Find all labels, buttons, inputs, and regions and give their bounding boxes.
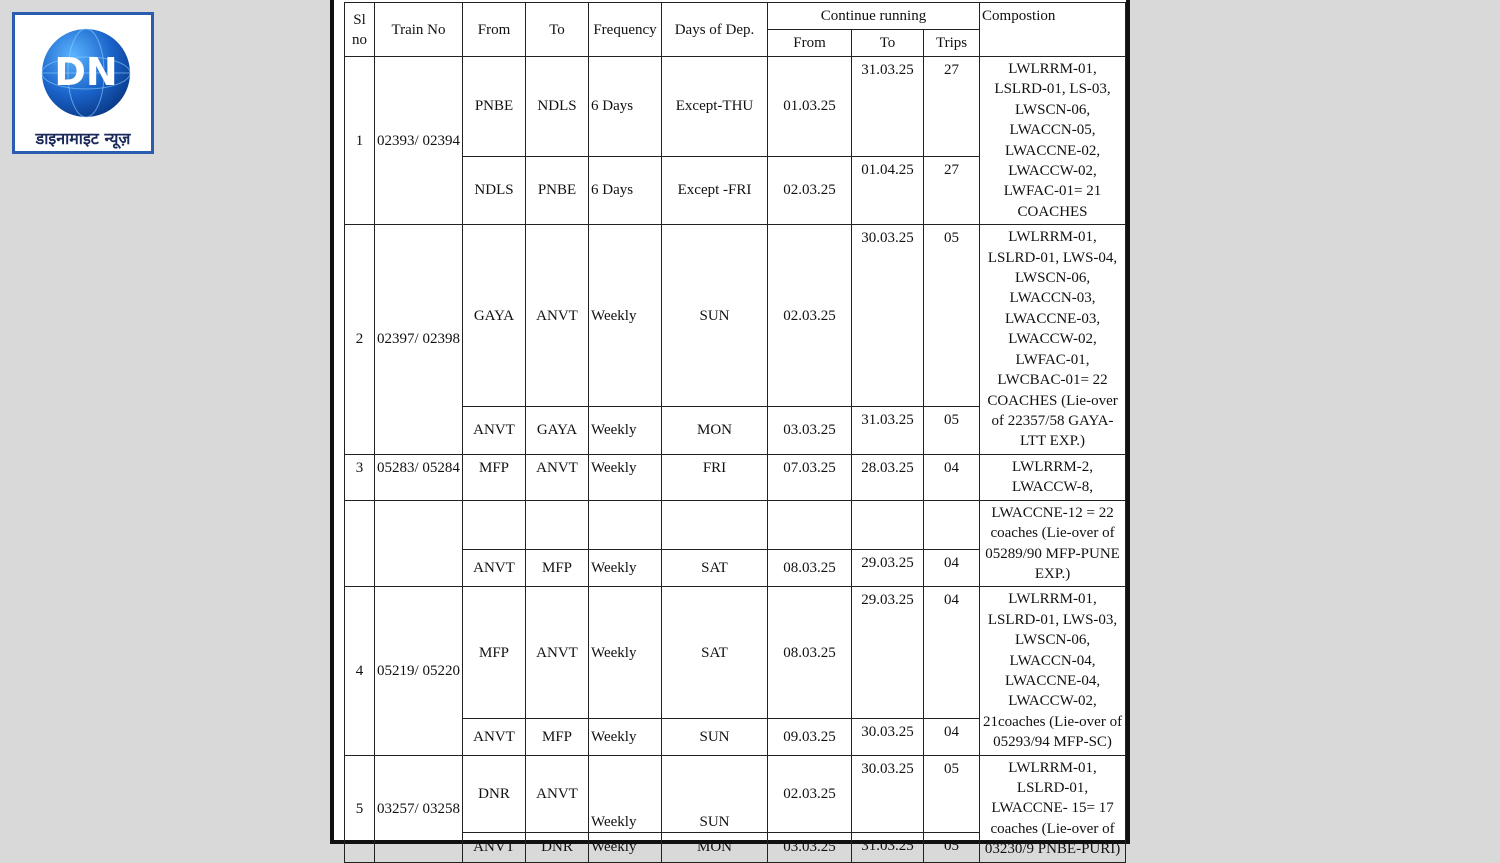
from-cell: PNBE xyxy=(463,57,526,157)
trips-cell: 04 xyxy=(924,454,980,500)
freq-cell: Weekly xyxy=(589,718,662,755)
document-page xyxy=(330,0,1130,858)
train-cell-blank xyxy=(375,500,463,587)
freq-cell: Weekly xyxy=(589,225,662,407)
freq-cell: Weekly xyxy=(589,549,662,587)
to-cell: ANVT xyxy=(526,225,589,407)
header-trips: Trips xyxy=(924,30,980,57)
cto-cell: 31.03.25 xyxy=(852,406,924,454)
freq-cell: 6 Days xyxy=(589,57,662,157)
header-sl: Sl no xyxy=(345,3,375,57)
table-row xyxy=(345,57,1126,157)
from-cell: ANVT xyxy=(463,406,526,454)
cto-cell: 29.03.25 xyxy=(852,549,924,587)
days-cell: Except-THU xyxy=(662,57,768,157)
days-cell: MON xyxy=(662,406,768,454)
to-cell: DNR xyxy=(526,833,589,862)
cto-cell: 31.03.25 xyxy=(852,57,924,157)
sl-cell: 4 xyxy=(345,587,375,755)
trips-cell: 05 xyxy=(924,833,980,862)
blank-cell xyxy=(463,500,526,549)
trips-cell: 05 xyxy=(924,406,980,454)
from-cell: ANVT xyxy=(463,833,526,862)
header-continue: Continue running xyxy=(768,3,980,30)
to-cell: PNBE xyxy=(526,156,589,225)
cto-cell: 01.04.25 xyxy=(852,156,924,225)
cfrom-cell: 03.03.25 xyxy=(768,833,852,862)
freq-cell: 6 Days xyxy=(589,156,662,225)
days-cell: MON xyxy=(662,833,768,862)
days-cell: SAT xyxy=(662,587,768,718)
from-cell: DNR xyxy=(463,755,526,833)
trips-cell: 05 xyxy=(924,225,980,407)
cto-cell: 30.03.25 xyxy=(852,755,924,833)
train-cell: 02397/ 02398 xyxy=(375,225,463,454)
dn-logo xyxy=(12,12,154,154)
trips-cell: 27 xyxy=(924,57,980,157)
cto-cell: 30.03.25 xyxy=(852,718,924,755)
cfrom-cell: 07.03.25 xyxy=(768,454,852,500)
from-cell: MFP xyxy=(463,454,526,500)
sl-cell: 3 xyxy=(345,454,375,500)
sl-cell-blank xyxy=(345,500,375,587)
blank-cell xyxy=(768,500,852,549)
table-row xyxy=(345,587,1126,718)
train-table xyxy=(344,2,1126,863)
days-cell: SAT xyxy=(662,549,768,587)
blank-cell xyxy=(852,500,924,549)
days-cell: FRI xyxy=(662,454,768,500)
table-row xyxy=(345,225,1126,407)
cfrom-cell: 01.03.25 xyxy=(768,57,852,157)
header-cr-to: To xyxy=(852,30,924,57)
cto-cell: 28.03.25 xyxy=(852,454,924,500)
trips-cell: 27 xyxy=(924,156,980,225)
composition-cell: LWLRRM-2, LWACCW-8, xyxy=(980,454,1126,500)
globe-icon xyxy=(40,27,132,119)
cfrom-cell: 02.03.25 xyxy=(768,755,852,833)
logo-letters: DN xyxy=(54,50,118,94)
cfrom-cell: 03.03.25 xyxy=(768,406,852,454)
trips-cell: 04 xyxy=(924,549,980,587)
to-cell: ANVT xyxy=(526,755,589,833)
train-cell: 02393/ 02394 xyxy=(375,57,463,225)
freq-cell: Weekly xyxy=(589,454,662,500)
trips-cell: 05 xyxy=(924,755,980,833)
cfrom-cell: 09.03.25 xyxy=(768,718,852,755)
train-cell: 05219/ 05220 xyxy=(375,587,463,755)
from-cell: MFP xyxy=(463,587,526,718)
composition-cell: LWACCNE-12 = 22 coaches (Lie-over of 05289/90 MFP-PUNE EXP.) xyxy=(980,500,1126,587)
days-cell: Except -FRI xyxy=(662,156,768,225)
days-cell: SUN xyxy=(662,718,768,755)
from-cell: NDLS xyxy=(463,156,526,225)
composition-cell: LWLRRM-01, LSLRD-01, LS-03, LWSCN-06, LWACCN-05, LWACCNE-02, LWACCW-02, LWFAC-01= 21 COACHES xyxy=(980,57,1126,225)
blank-cell xyxy=(589,500,662,549)
sl-cell: 2 xyxy=(345,225,375,454)
blank-cell xyxy=(662,500,768,549)
to-cell: MFP xyxy=(526,549,589,587)
cfrom-cell: 08.03.25 xyxy=(768,587,852,718)
from-cell: ANVT xyxy=(463,549,526,587)
to-cell: ANVT xyxy=(526,587,589,718)
cfrom-cell: 02.03.25 xyxy=(768,225,852,407)
composition-cell: LWLRRM-01, LSLRD-01, LWS-03, LWSCN-06, LWACCN-04, LWACCNE-04, LWACCW-02, 21coaches (Lie-over of 05293/94 MFP-SC) xyxy=(980,587,1126,755)
cto-cell: 29.03.25 xyxy=(852,587,924,718)
train-cell: 03257/ 03258 xyxy=(375,755,463,862)
composition-cell: LWLRRM-01, LSLRD-01, LWS-04, LWSCN-06, LWACCN-03, LWACCNE-03, LWACCW-02, LWFAC-01, LWCBAC-01= 22 COACHES (Lie-over of 22357/58 GAYA-LTT EXP.) xyxy=(980,225,1126,454)
blank-cell xyxy=(924,500,980,549)
trips-cell: 04 xyxy=(924,587,980,718)
cfrom-cell: 08.03.25 xyxy=(768,549,852,587)
header-days: Days of Dep. xyxy=(662,3,768,57)
header-frequency: Frequency xyxy=(589,3,662,57)
freq-cell: Weekly xyxy=(589,755,662,833)
header-train-no: Train No xyxy=(375,3,463,57)
blank-cell xyxy=(526,500,589,549)
header-composition: Compostion xyxy=(980,3,1126,57)
days-cell: SUN xyxy=(662,755,768,833)
to-cell: NDLS xyxy=(526,57,589,157)
train-cell: 05283/ 05284 xyxy=(375,454,463,500)
to-cell: ANVT xyxy=(526,454,589,500)
cto-cell: 30.03.25 xyxy=(852,225,924,407)
to-cell: GAYA xyxy=(526,406,589,454)
logo-name: डाइनामाइट न्यूज़ xyxy=(35,129,131,148)
freq-cell: Weekly xyxy=(589,587,662,718)
header-to: To xyxy=(526,3,589,57)
trips-cell: 04 xyxy=(924,718,980,755)
header-from: From xyxy=(463,3,526,57)
freq-cell: Weekly xyxy=(589,406,662,454)
composition-cell: LWLRRM-01, LSLRD-01, LWACCNE- 15= 17 coaches (Lie-over of 03230/9 PNBE-PURI) xyxy=(980,755,1126,862)
header-cr-from: From xyxy=(768,30,852,57)
table-row xyxy=(345,454,1126,500)
table-row xyxy=(345,755,1126,833)
cto-cell: 31.03.25 xyxy=(852,833,924,862)
sl-cell: 5 xyxy=(345,755,375,862)
sl-cell: 1 xyxy=(345,57,375,225)
from-cell: GAYA xyxy=(463,225,526,407)
days-cell: SUN xyxy=(662,225,768,407)
freq-cell: Weekly xyxy=(589,833,662,862)
cfrom-cell: 02.03.25 xyxy=(768,156,852,225)
to-cell: MFP xyxy=(526,718,589,755)
table-row-blank xyxy=(345,500,1126,549)
from-cell: ANVT xyxy=(463,718,526,755)
